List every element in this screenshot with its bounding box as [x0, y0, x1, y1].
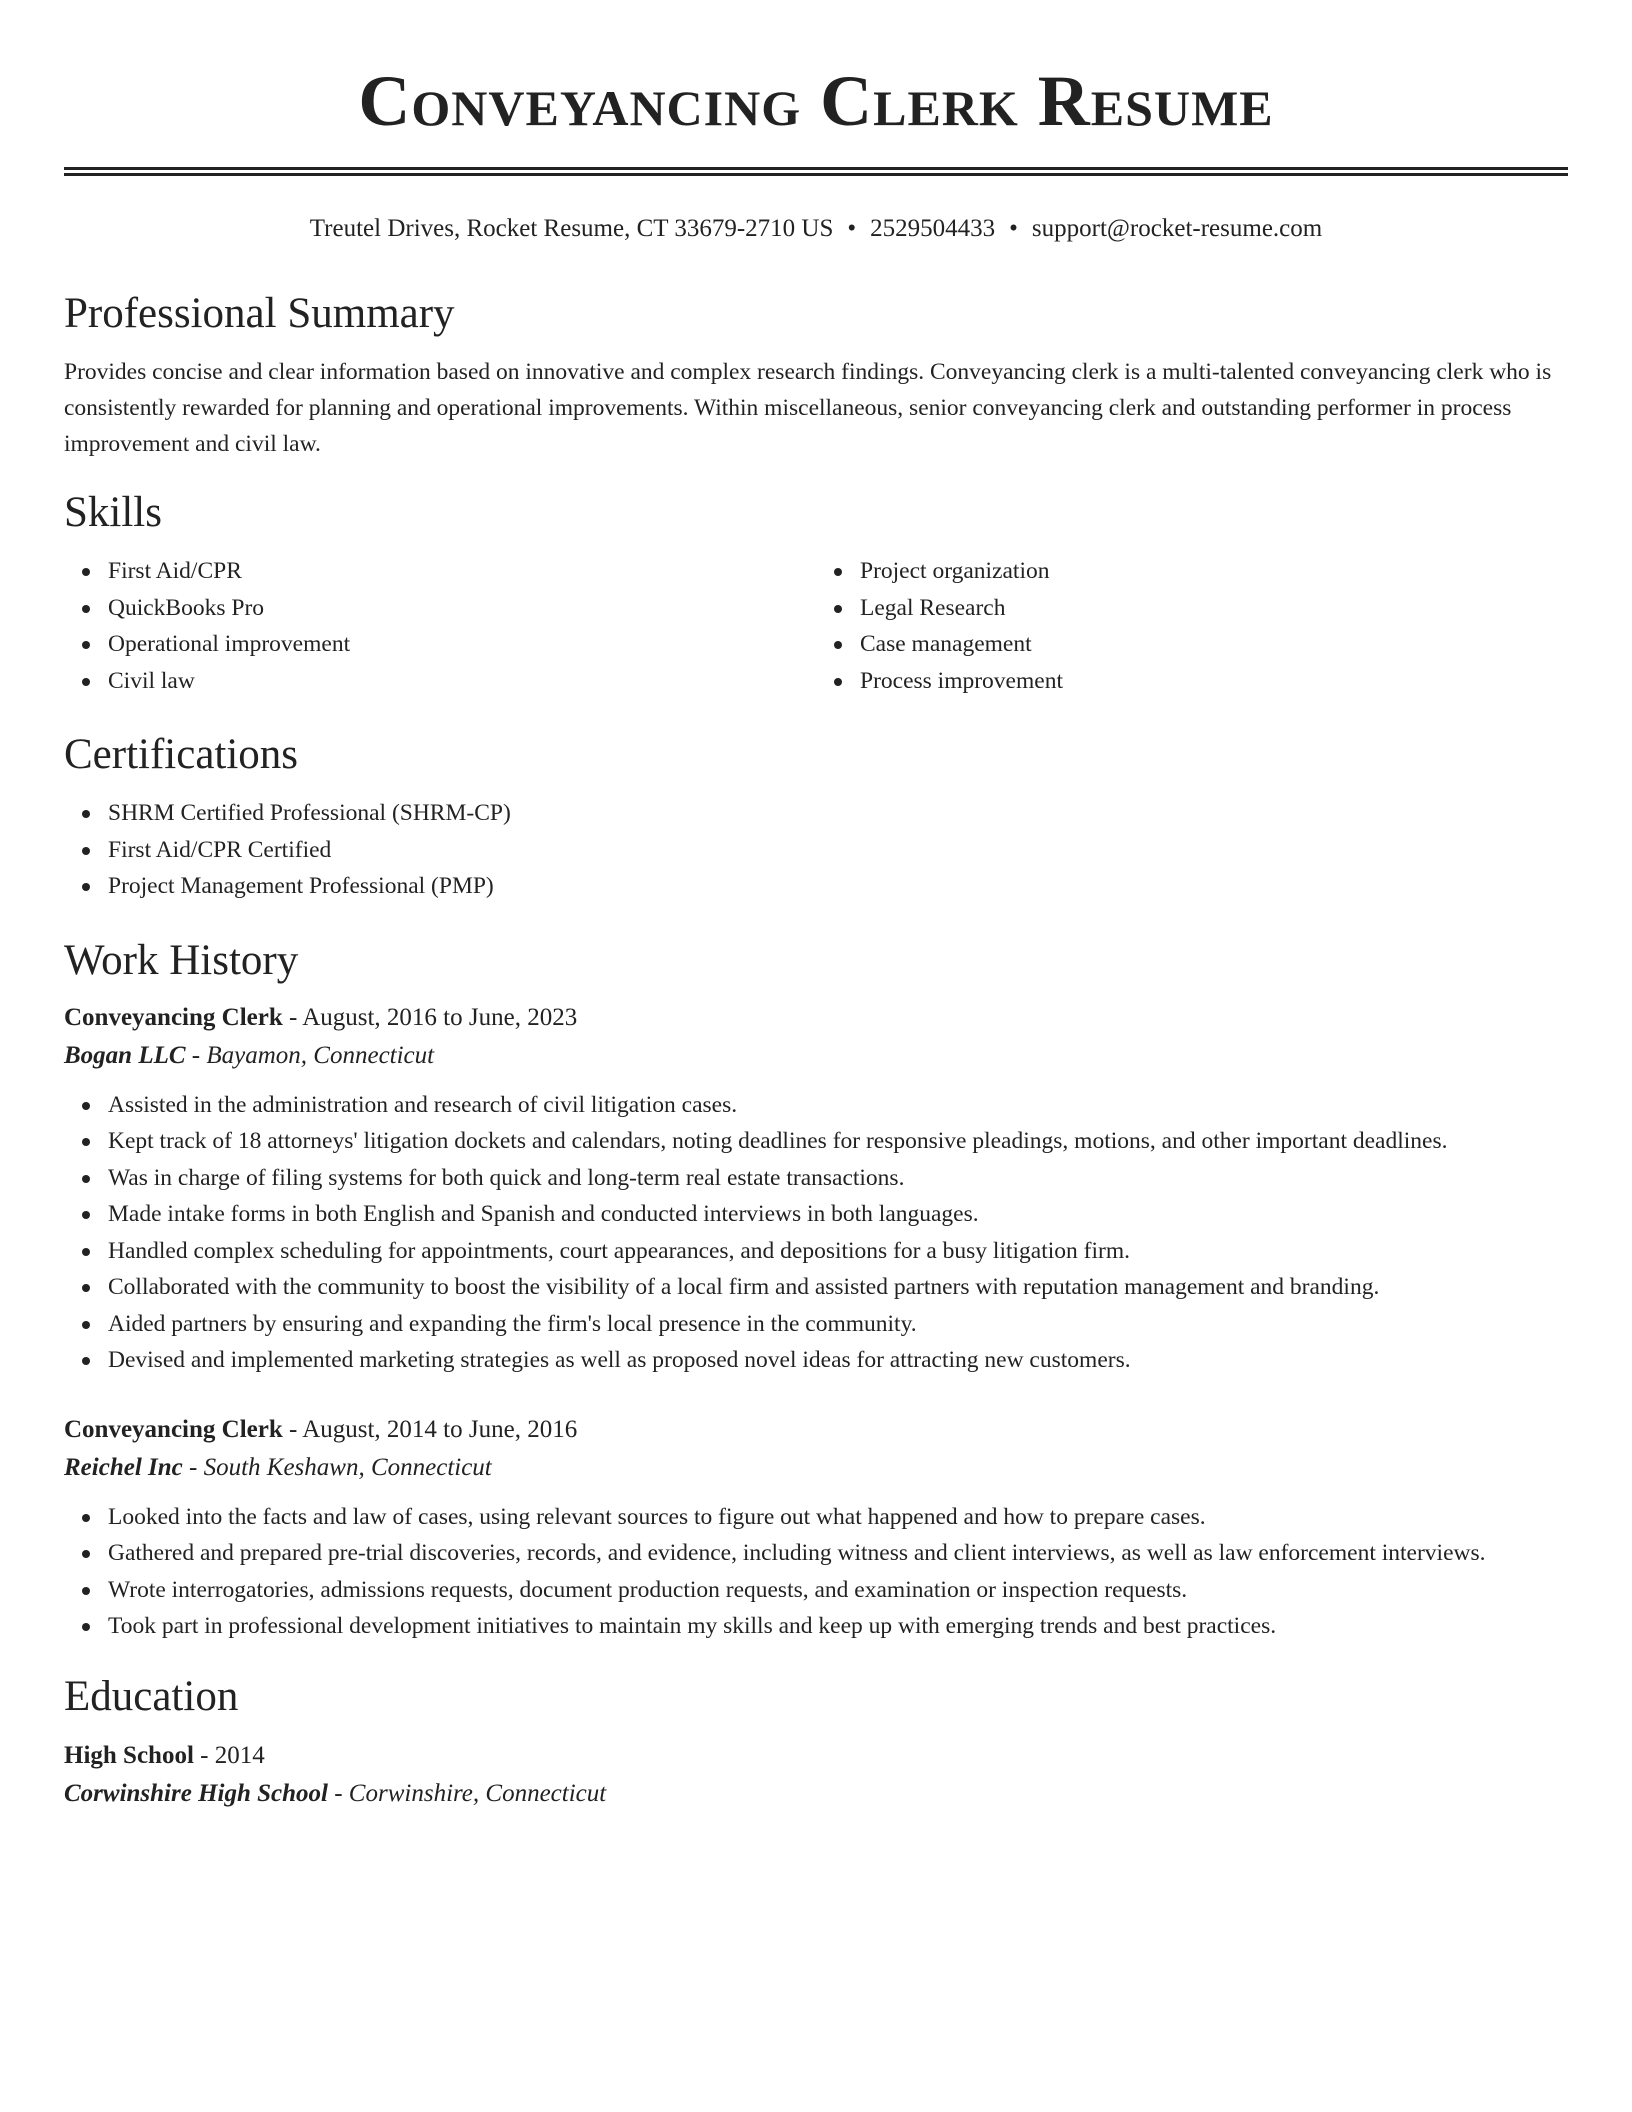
skill-item: Legal Research — [860, 590, 1568, 627]
job-header — [64, 1001, 1568, 1035]
certification-item: Project Management Professional (PMP) — [108, 868, 1568, 905]
job-entry — [64, 1001, 1568, 1379]
education-degree: High School — [64, 1741, 194, 1769]
skills-section — [64, 487, 1568, 699]
job-bullets — [64, 1087, 1568, 1379]
job-bullet: Handled complex scheduling for appointments, court appearances, and depositions for a busy litigation firm. — [108, 1233, 1568, 1270]
skill-item: Operational improvement — [108, 626, 816, 663]
work-history-heading: Work History — [64, 936, 299, 984]
title-divider — [64, 167, 1568, 176]
education-section — [64, 1671, 1568, 1811]
skill-item: Case management — [860, 626, 1568, 663]
education-heading: Education — [64, 1672, 239, 1720]
certification-item: First Aid/CPR Certified — [108, 832, 1568, 869]
resume-title: Conveyancing Clerk Resume — [358, 61, 1274, 141]
job-title: Conveyancing Clerk — [64, 1003, 283, 1031]
job-bullets — [64, 1499, 1568, 1645]
job-employer — [64, 1039, 1568, 1073]
summary-section — [64, 288, 1568, 462]
job-location: - Bayamon, Connecticut — [191, 1041, 435, 1069]
education-school: Corwinshire High School — [64, 1779, 328, 1807]
job-bullet: Gathered and prepared pre-trial discoveries, records, and evidence, including witness and client interviews, as well as law enforcement interviews. — [108, 1535, 1568, 1572]
job-bullet: Was in charge of filing systems for both quick and long-term real estate transactions. — [108, 1160, 1568, 1197]
summary-heading: Professional Summary — [64, 290, 455, 337]
skill-item: Project organization — [860, 553, 1568, 590]
job-location: - South Keshawn, Connecticut — [189, 1453, 492, 1481]
contact-separator: • — [1009, 215, 1018, 242]
certifications-list — [64, 795, 1568, 905]
skill-item: Civil law — [108, 663, 816, 700]
skills-list-left — [64, 553, 816, 699]
job-dates: - August, 2014 to June, 2016 — [289, 1415, 578, 1443]
certifications-heading: Certifications — [64, 731, 299, 778]
certification-item: SHRM Certified Professional (SHRM-CP) — [108, 795, 1568, 832]
work-history-section — [64, 935, 1568, 1645]
job-bullet: Looked into the facts and law of cases, using relevant sources to figure out what happened and how to prepare cases. — [108, 1499, 1568, 1536]
education-header — [64, 1739, 1568, 1773]
skill-item: First Aid/CPR — [108, 553, 816, 590]
contact-address: Treutel Drives, Rocket Resume, CT 33679-2710 US — [309, 215, 834, 242]
skills-heading: Skills — [64, 489, 162, 536]
summary-text: Provides concise and clear information based on innovative and complex research findings. Conveyancing clerk is a multi-talented conveyancing clerk who is consistently rewarded for planning and operational improvements. Within miscellaneous, senior conveyancing clerk and outstanding performer in process improvement and civil law. — [64, 359, 1552, 457]
contact-separator: • — [847, 215, 857, 242]
job-bullet: Assisted in the administration and research of civil litigation cases. — [108, 1087, 1568, 1124]
job-bullet: Wrote interrogatories, admissions requests, document production requests, and examination or inspection requests. — [108, 1572, 1568, 1609]
education-entry — [64, 1739, 1568, 1811]
education-school-line — [64, 1777, 1568, 1811]
job-bullet: Aided partners by ensuring and expanding the firm's local presence in the community. — [108, 1306, 1568, 1343]
job-title: Conveyancing Clerk — [64, 1415, 283, 1443]
job-header — [64, 1413, 1568, 1447]
skills-list-right — [816, 553, 1568, 699]
job-company: Reichel Inc — [64, 1453, 183, 1481]
skill-item: QuickBooks Pro — [108, 590, 816, 627]
job-bullet: Took part in professional development initiatives to maintain my skills and keep up with emerging trends and best practices. — [108, 1608, 1568, 1645]
contact-phone: 2529504433 — [870, 215, 996, 242]
contact-line — [64, 214, 1568, 244]
certifications-section — [64, 729, 1568, 905]
job-bullet: Made intake forms in both English and Spanish and conducted interviews in both languages. — [108, 1196, 1568, 1233]
job-bullet: Devised and implemented marketing strategies as well as proposed novel ideas for attracting new customers. — [108, 1342, 1568, 1379]
education-location: - Corwinshire, Connecticut — [334, 1779, 607, 1807]
job-bullet: Kept track of 18 attorneys' litigation dockets and calendars, noting deadlines for responsive pleadings, motions, and other important deadlines. — [108, 1123, 1568, 1160]
contact-email[interactable]: support@rocket-resume.com — [1031, 215, 1323, 242]
skills-grid — [64, 553, 1568, 699]
job-company: Bogan LLC — [64, 1041, 186, 1069]
job-bullet: Collaborated with the community to boost the visibility of a local firm and assisted partners with reputation management and branding. — [108, 1269, 1568, 1306]
skill-item: Process improvement — [860, 663, 1568, 700]
job-entry — [64, 1413, 1568, 1645]
education-year: - 2014 — [200, 1741, 265, 1769]
job-dates: - August, 2016 to June, 2023 — [289, 1003, 578, 1031]
job-employer — [64, 1451, 1568, 1485]
